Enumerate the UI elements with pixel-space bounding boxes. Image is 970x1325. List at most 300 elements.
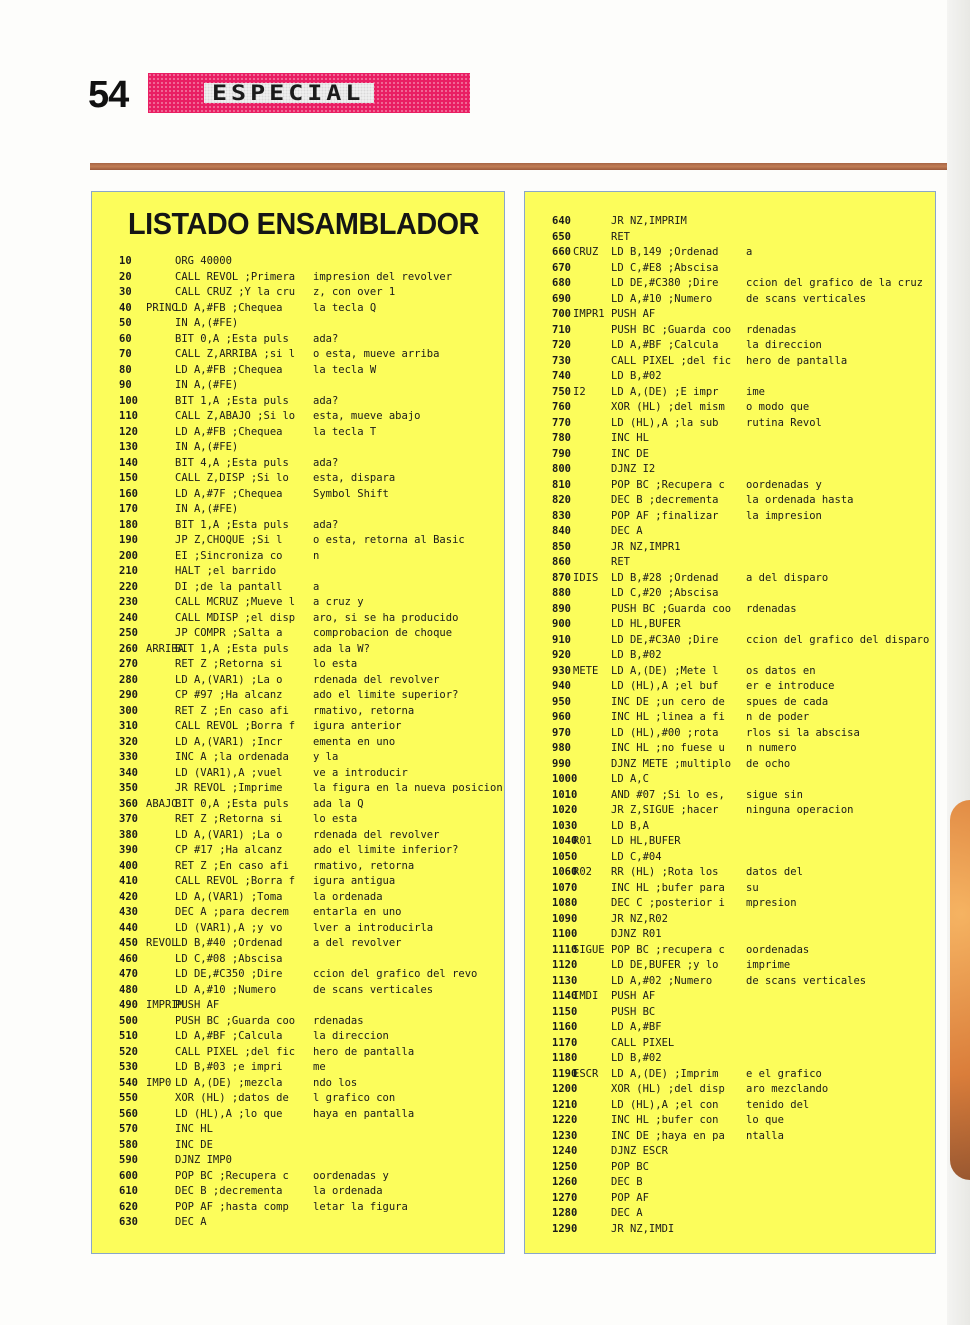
line-number: 1250 [552, 1160, 578, 1173]
line-number: 130 [119, 441, 138, 453]
line-comment: ninguna operacion [746, 804, 854, 816]
line-instruction: DEC B ;decrementa [175, 1185, 283, 1197]
line-number: 150 [119, 472, 138, 484]
line-comment: a del revolver [313, 937, 402, 949]
line-instruction: INC DE [611, 447, 649, 460]
line-instruction: LD A,C [611, 773, 649, 785]
line-comment: z, con over 1 [313, 286, 396, 298]
line-label: CRUZ [573, 246, 599, 258]
line-comment: la ordenada hasta [746, 494, 854, 506]
line-number: 20 [119, 270, 132, 283]
line-comment: aro mezclando [746, 1083, 829, 1095]
line-instruction: PUSH AF [611, 308, 656, 320]
line-number: 1160 [552, 1021, 578, 1033]
line-number: 80 [119, 363, 132, 376]
line-comment: la ordenada [313, 1185, 383, 1197]
line-instruction: INC DE ;un cero de [611, 695, 725, 708]
line-number: 1170 [552, 1036, 578, 1049]
line-instruction: LD A,#FB ;Chequea [175, 425, 283, 438]
line-instruction: DEC A [611, 525, 643, 537]
line-number: 360 [119, 797, 138, 810]
line-number: 1000 [552, 773, 578, 785]
line-number: 1190 [552, 1067, 578, 1080]
line-comment: a cruz y [313, 596, 364, 608]
line-comment: aro, si se ha producido [313, 611, 459, 624]
line-instruction: RET Z ;Retorna si [175, 658, 283, 670]
line-number: 870 [552, 571, 571, 584]
line-number: 840 [552, 525, 571, 537]
line-number: 850 [552, 540, 571, 553]
line-instruction: CALL Z,DISP ;Si lo [175, 472, 289, 484]
line-comment: rdenada del revolver [313, 828, 440, 841]
line-instruction: DJNZ METE ;multiplo [611, 757, 732, 770]
line-instruction: XOR (HL) ;del disp [611, 1083, 725, 1095]
line-instruction: LD B,#40 ;Ordenad [175, 937, 283, 949]
line-comment: esta, mueve abajo [313, 410, 421, 422]
line-instruction: INC HL ;bufer con [611, 1114, 719, 1126]
line-label: PRINC [146, 301, 178, 314]
line-number: 790 [552, 447, 571, 460]
line-number: 90 [119, 379, 132, 391]
line-number: 520 [119, 1045, 138, 1058]
line-comment: imprime [746, 959, 791, 971]
line-number: 940 [552, 680, 571, 692]
line-number: 1010 [552, 788, 578, 801]
line-instruction: CALL PIXEL ;del fic [611, 354, 732, 367]
line-comment: la tecla T [313, 425, 377, 438]
line-instruction: PUSH AF [611, 990, 656, 1002]
line-instruction: ORG 40000 [175, 255, 232, 267]
line-number: 610 [119, 1185, 138, 1197]
line-comment: mpresion [746, 897, 797, 909]
line-instruction: EI ;Sincroniza co [175, 549, 283, 562]
line-instruction: LD A,(VAR1) ;La o [175, 828, 283, 841]
line-number: 420 [119, 890, 138, 903]
line-instruction: PUSH AF [175, 999, 220, 1011]
line-comment: n numero [746, 742, 797, 754]
line-comment: su [746, 881, 759, 894]
line-comment: ccion del grafico del disparo [746, 633, 930, 646]
line-comment: ada? [313, 394, 339, 407]
line-number: 440 [119, 921, 138, 934]
line-comment: la tecla W [313, 363, 377, 376]
line-number: 170 [119, 503, 138, 515]
line-label: SIGUE [573, 943, 605, 956]
line-number: 370 [119, 813, 138, 825]
line-comment: Symbol Shift [313, 487, 389, 500]
line-instruction: LD B,#03 ;e impri [175, 1061, 283, 1073]
line-number: 50 [119, 317, 132, 329]
line-number: 1100 [552, 928, 578, 940]
line-number: 570 [119, 1123, 138, 1135]
line-comment: rutina Revol [746, 416, 822, 429]
line-number: 110 [119, 410, 138, 422]
line-comment: o modo que [746, 401, 810, 413]
line-instruction: RET Z ;En caso afi [175, 859, 289, 872]
line-instruction: CP #97 ;Ha alcanz [175, 689, 283, 701]
page-number: 54 [88, 74, 129, 116]
line-instruction: POP BC ;recupera c [611, 943, 725, 956]
line-number: 540 [119, 1076, 138, 1089]
line-instruction: DEC B [611, 1176, 643, 1188]
line-number: 450 [119, 937, 138, 949]
line-instruction: LD HL,BUFER [611, 618, 681, 630]
line-comment: hero de pantalla [746, 354, 848, 367]
line-comment: de scans verticales [746, 974, 867, 987]
line-instruction: LD A,(DE) ;E impr [611, 385, 719, 398]
line-number: 30 [119, 286, 132, 298]
line-number: 340 [119, 766, 138, 779]
line-instruction: LD (VAR1),A ;y vo [175, 921, 283, 934]
line-instruction: BIT 1,A ;Esta puls [175, 394, 289, 407]
line-instruction: LD B,#02 [611, 1052, 662, 1064]
line-comment: la ordenada [313, 890, 383, 903]
line-comment: n [313, 549, 320, 562]
line-comment: oordenadas y [313, 1169, 389, 1182]
line-comment: ndo los [313, 1076, 358, 1089]
line-instruction: CALL PIXEL ;del fic [175, 1045, 296, 1058]
line-comment: me [313, 1061, 326, 1073]
line-number: 680 [552, 277, 571, 289]
line-number: 750 [552, 385, 571, 398]
line-number: 720 [552, 339, 571, 351]
line-comment: ntalla [746, 1129, 784, 1142]
line-comment: lo esta [313, 658, 358, 670]
line-instruction: INC HL ;bufer para [611, 881, 725, 894]
line-comment: comprobacion de choque [313, 627, 453, 639]
line-number: 410 [119, 875, 138, 887]
line-comment: os datos en [746, 664, 816, 677]
line-number: 1200 [552, 1083, 578, 1095]
line-number: 380 [119, 828, 138, 841]
line-instruction: DI ;de la pantall [175, 580, 283, 593]
line-comment: ada? [313, 332, 339, 345]
line-number: 980 [552, 742, 571, 754]
line-instruction: LD (HL),A ;el buf [611, 680, 719, 692]
panel-title: LISTADO ENSAMBLADOR [128, 206, 480, 241]
line-instruction: CALL Z,ABAJO ;Si lo [175, 410, 296, 422]
line-instruction: RET [611, 230, 630, 243]
line-instruction: PUSH BC [611, 1005, 656, 1018]
line-number: 100 [119, 394, 138, 407]
line-comment: de scans verticales [313, 983, 434, 996]
line-instruction: JR NZ,R02 [611, 912, 668, 925]
line-comment: a [313, 580, 320, 593]
line-instruction: LD DE,#C380 ;Dire [611, 277, 719, 289]
line-number: 1290 [552, 1222, 578, 1235]
line-comment: o esta, retorna al Basic [313, 534, 465, 546]
line-instruction: LD A,(DE) ;Imprim [611, 1067, 719, 1080]
line-instruction: LD (HL),A ;lo que [175, 1107, 283, 1120]
line-label: ABAJO [146, 797, 178, 810]
line-instruction: CALL REVOL ;Primera [175, 270, 296, 283]
line-label: IMPRIM [146, 999, 184, 1011]
line-number: 1260 [552, 1176, 578, 1188]
line-label: R01 [573, 835, 592, 847]
line-comment: la direccion [746, 339, 822, 351]
line-number: 830 [552, 509, 571, 522]
line-comment: rdenadas [313, 1014, 364, 1027]
line-instruction: JR Z,SIGUE ;hacer [611, 804, 719, 816]
line-instruction: LD HL,BUFER [611, 835, 681, 847]
line-comment: de ocho [746, 757, 791, 770]
line-instruction: DEC A ;para decrem [175, 906, 289, 918]
line-comment: hero de pantalla [313, 1045, 415, 1058]
line-number: 40 [119, 301, 132, 314]
line-instruction: CALL MCRUZ ;Mueve l [175, 596, 296, 608]
line-instruction: LD (HL),A ;la sub [611, 416, 719, 429]
line-comment: n de poder [746, 711, 810, 723]
line-instruction: INC A ;la ordenada [175, 751, 289, 763]
line-number: 530 [119, 1061, 138, 1073]
line-number: 400 [119, 859, 138, 872]
line-number: 470 [119, 968, 138, 980]
line-instruction: BIT 1,A ;Esta puls [175, 518, 289, 531]
line-number: 390 [119, 844, 138, 856]
line-number: 1050 [552, 850, 578, 863]
line-number: 760 [552, 401, 571, 413]
line-number: 650 [552, 230, 571, 243]
line-instruction: LD DE,BUFER ;y lo [611, 959, 719, 971]
line-instruction: INC HL [611, 432, 649, 444]
line-instruction: LD A,#FB ;Chequea [175, 301, 283, 314]
line-number: 430 [119, 906, 138, 918]
line-instruction: CALL REVOL ;Borra f [175, 720, 296, 732]
line-number: 1180 [552, 1052, 578, 1064]
line-instruction: JR NZ,IMPRIM [611, 215, 687, 227]
line-number: 710 [552, 323, 571, 336]
line-number: 770 [552, 416, 571, 429]
line-number: 1140 [552, 990, 578, 1002]
line-number: 600 [119, 1169, 138, 1182]
line-instruction: POP AF [611, 1191, 649, 1204]
line-number: 1080 [552, 897, 578, 909]
line-comment: igura antigua [313, 875, 396, 887]
line-instruction: LD C,#E8 ;Abscisa [611, 261, 719, 274]
line-instruction: DEC C ;posterior i [611, 897, 725, 909]
line-number: 670 [552, 261, 571, 274]
line-comment: rdenadas [746, 602, 797, 615]
line-number: 1150 [552, 1005, 578, 1018]
line-instruction: LD DE,#C350 ;Dire [175, 968, 283, 980]
line-instruction: POP BC [611, 1160, 649, 1173]
line-comment: rdenadas [746, 323, 797, 336]
line-number: 970 [552, 726, 571, 739]
line-number: 120 [119, 425, 138, 438]
line-instruction: LD (VAR1),A ;vuel [175, 766, 283, 779]
line-label: METE [573, 664, 599, 677]
line-instruction: DEC B ;decrementa [611, 494, 719, 506]
line-number: 890 [552, 602, 571, 615]
line-instruction: HALT ;el barrido [175, 565, 277, 577]
line-instruction: LD C,#04 [611, 850, 662, 863]
line-comment: l grafico con [313, 1092, 396, 1104]
line-instruction: LD A,#BF ;Calcula [611, 339, 719, 351]
line-instruction: XOR (HL) ;del mism [611, 401, 725, 413]
line-instruction: LD B,A [611, 819, 649, 832]
line-number: 1280 [552, 1207, 578, 1219]
line-instruction: XOR (HL) ;datos de [175, 1092, 289, 1104]
line-instruction: LD A,#02 ;Numero [611, 974, 713, 987]
line-comment: la direccion [313, 1030, 389, 1042]
line-instruction: DJNZ I2 [611, 463, 656, 475]
line-comment: ada? [313, 518, 339, 531]
line-number: 960 [552, 711, 571, 723]
line-number: 10 [119, 255, 132, 267]
line-number: 490 [119, 999, 138, 1011]
line-number: 200 [119, 549, 138, 562]
line-comment: lver a introducirla [313, 921, 434, 934]
line-comment: o esta, mueve arriba [313, 348, 440, 360]
line-instruction: JR NZ,IMPR1 [611, 540, 681, 553]
line-number: 860 [552, 556, 571, 568]
line-instruction: CALL MDISP ;el disp [175, 611, 296, 624]
line-number: 1030 [552, 819, 578, 832]
line-number: 730 [552, 354, 571, 367]
line-instruction: CALL PIXEL [611, 1036, 675, 1049]
line-number: 900 [552, 618, 571, 630]
line-instruction: LD A,(VAR1) ;Incr [175, 735, 283, 748]
line-number: 310 [119, 720, 138, 732]
line-instruction: IN A,(#FE) [175, 379, 239, 391]
line-instruction: JP Z,CHOQUE ;Si l [175, 534, 283, 546]
line-instruction: DEC A [611, 1207, 643, 1219]
line-number: 1130 [552, 974, 578, 987]
line-instruction: JR REVOL ;Imprime [175, 782, 283, 794]
line-number: 180 [119, 518, 138, 531]
line-number: 1220 [552, 1114, 578, 1126]
line-instruction: BIT 4,A ;Esta puls [175, 456, 289, 469]
line-number: 660 [552, 246, 571, 258]
line-instruction: IN A,(#FE) [175, 503, 239, 515]
line-comment: spues de cada [746, 695, 829, 708]
line-comment: y la [313, 751, 339, 763]
line-number: 640 [552, 215, 571, 227]
line-instruction: LD A,(VAR1) ;La o [175, 673, 283, 686]
line-instruction: LD (HL),#00 ;rota [611, 726, 719, 739]
line-number: 1270 [552, 1191, 578, 1204]
line-comment: rdenada del revolver [313, 673, 440, 686]
line-instruction: CP #17 ;Ha alcanz [175, 844, 283, 856]
line-comment: ve a introducir [313, 766, 408, 779]
line-comment: la impresion [746, 509, 822, 522]
line-number: 460 [119, 952, 138, 965]
line-instruction: LD (HL),A ;el con [611, 1098, 719, 1111]
line-number: 990 [552, 757, 571, 770]
line-instruction: INC HL [175, 1123, 213, 1135]
line-instruction: INC DE ;haya en pa [611, 1129, 725, 1142]
line-comment: ccion del grafico del revo [313, 968, 478, 980]
line-comment: lo esta [313, 813, 358, 825]
line-number: 920 [552, 649, 571, 661]
line-comment: rmativo, retorna [313, 859, 415, 872]
line-comment: oordenadas [746, 943, 810, 956]
section-banner [148, 73, 470, 113]
line-comment: ccion del grafico de la cruz [746, 277, 924, 289]
line-instruction: RET [611, 556, 630, 568]
line-number: 1120 [552, 959, 578, 971]
line-instruction: DJNZ ESCR [611, 1145, 668, 1157]
line-instruction: DJNZ IMP0 [175, 1154, 232, 1166]
line-comment: a [746, 246, 753, 258]
listing-panel-left [91, 191, 505, 1254]
line-comment: letar la figura [313, 1200, 408, 1213]
line-instruction: LD A,(DE) ;Mete l [611, 664, 719, 677]
line-label: REVOL [146, 937, 178, 949]
line-number: 810 [552, 478, 571, 491]
line-number: 350 [119, 782, 138, 794]
line-instruction: AND #07 ;Si lo es, [611, 788, 725, 801]
line-comment: ado el limite inferior? [313, 844, 459, 856]
line-comment: a del disparo [746, 571, 829, 584]
line-number: 70 [119, 348, 132, 360]
line-instruction: RR (HL) ;Rota los [611, 866, 719, 878]
line-instruction: BIT 0,A ;Esta puls [175, 332, 289, 345]
line-instruction: LD C,#20 ;Abscisa [611, 587, 719, 599]
line-comment: haya en pantalla [313, 1107, 415, 1120]
line-number: 780 [552, 432, 571, 444]
line-instruction: LD A,#10 ;Numero [611, 292, 713, 305]
line-comment: tenido del [746, 1098, 810, 1111]
line-label: I2 [573, 385, 586, 398]
line-instruction: IN A,(#FE) [175, 441, 239, 453]
line-instruction: LD A,(VAR1) ;Toma [175, 890, 283, 903]
line-comment: ada la W? [313, 642, 370, 655]
line-comment: esta, dispara [313, 472, 396, 484]
line-instruction: LD A,(DE) ;mezcla [175, 1076, 283, 1089]
line-number: 740 [552, 370, 571, 382]
line-instruction: JP COMPR ;Salta a [175, 627, 283, 639]
line-instruction: POP AF ;finalizar [611, 509, 719, 522]
line-instruction: INC DE [175, 1138, 213, 1151]
line-number: 290 [119, 689, 138, 701]
line-comment: oordenadas y [746, 478, 822, 491]
line-number: 230 [119, 596, 138, 608]
line-number: 280 [119, 673, 138, 686]
line-instruction: BIT 0,A ;Esta puls [175, 797, 289, 810]
line-instruction: INC HL ;no fuese u [611, 742, 725, 754]
line-number: 560 [119, 1107, 138, 1120]
line-comment: la tecla Q [313, 301, 377, 314]
line-comment: de scans verticales [746, 292, 867, 305]
line-number: 550 [119, 1092, 138, 1104]
line-instruction: PUSH BC ;Guarda coo [611, 602, 732, 615]
line-number: 500 [119, 1014, 138, 1027]
line-number: 930 [552, 664, 571, 677]
line-number: 1040 [552, 835, 578, 847]
line-comment: rmativo, retorna [313, 704, 415, 717]
line-instruction: LD B,149 ;Ordenad [611, 246, 719, 258]
line-instruction: RET Z ;Retorna si [175, 813, 283, 825]
line-label: ESCR [573, 1067, 599, 1080]
line-instruction: JR NZ,IMDI [611, 1222, 675, 1235]
line-instruction: PUSH BC ;Guarda coo [175, 1014, 296, 1027]
line-instruction: IN A,(#FE) [175, 317, 239, 329]
line-number: 260 [119, 642, 138, 655]
line-label: IMDI [573, 990, 599, 1002]
line-number: 1210 [552, 1098, 578, 1111]
line-label: IMPR1 [573, 308, 605, 320]
line-number: 190 [119, 534, 138, 546]
line-comment: sigue sin [746, 788, 803, 801]
line-number: 1020 [552, 804, 578, 816]
line-label: IMP0 [146, 1076, 172, 1089]
line-label: ARRIBA [146, 642, 184, 655]
line-number: 1110 [552, 943, 578, 956]
line-number: 300 [119, 704, 138, 717]
line-comment: er e introduce [746, 680, 835, 692]
line-instruction: LD A,#10 ;Numero [175, 983, 277, 996]
